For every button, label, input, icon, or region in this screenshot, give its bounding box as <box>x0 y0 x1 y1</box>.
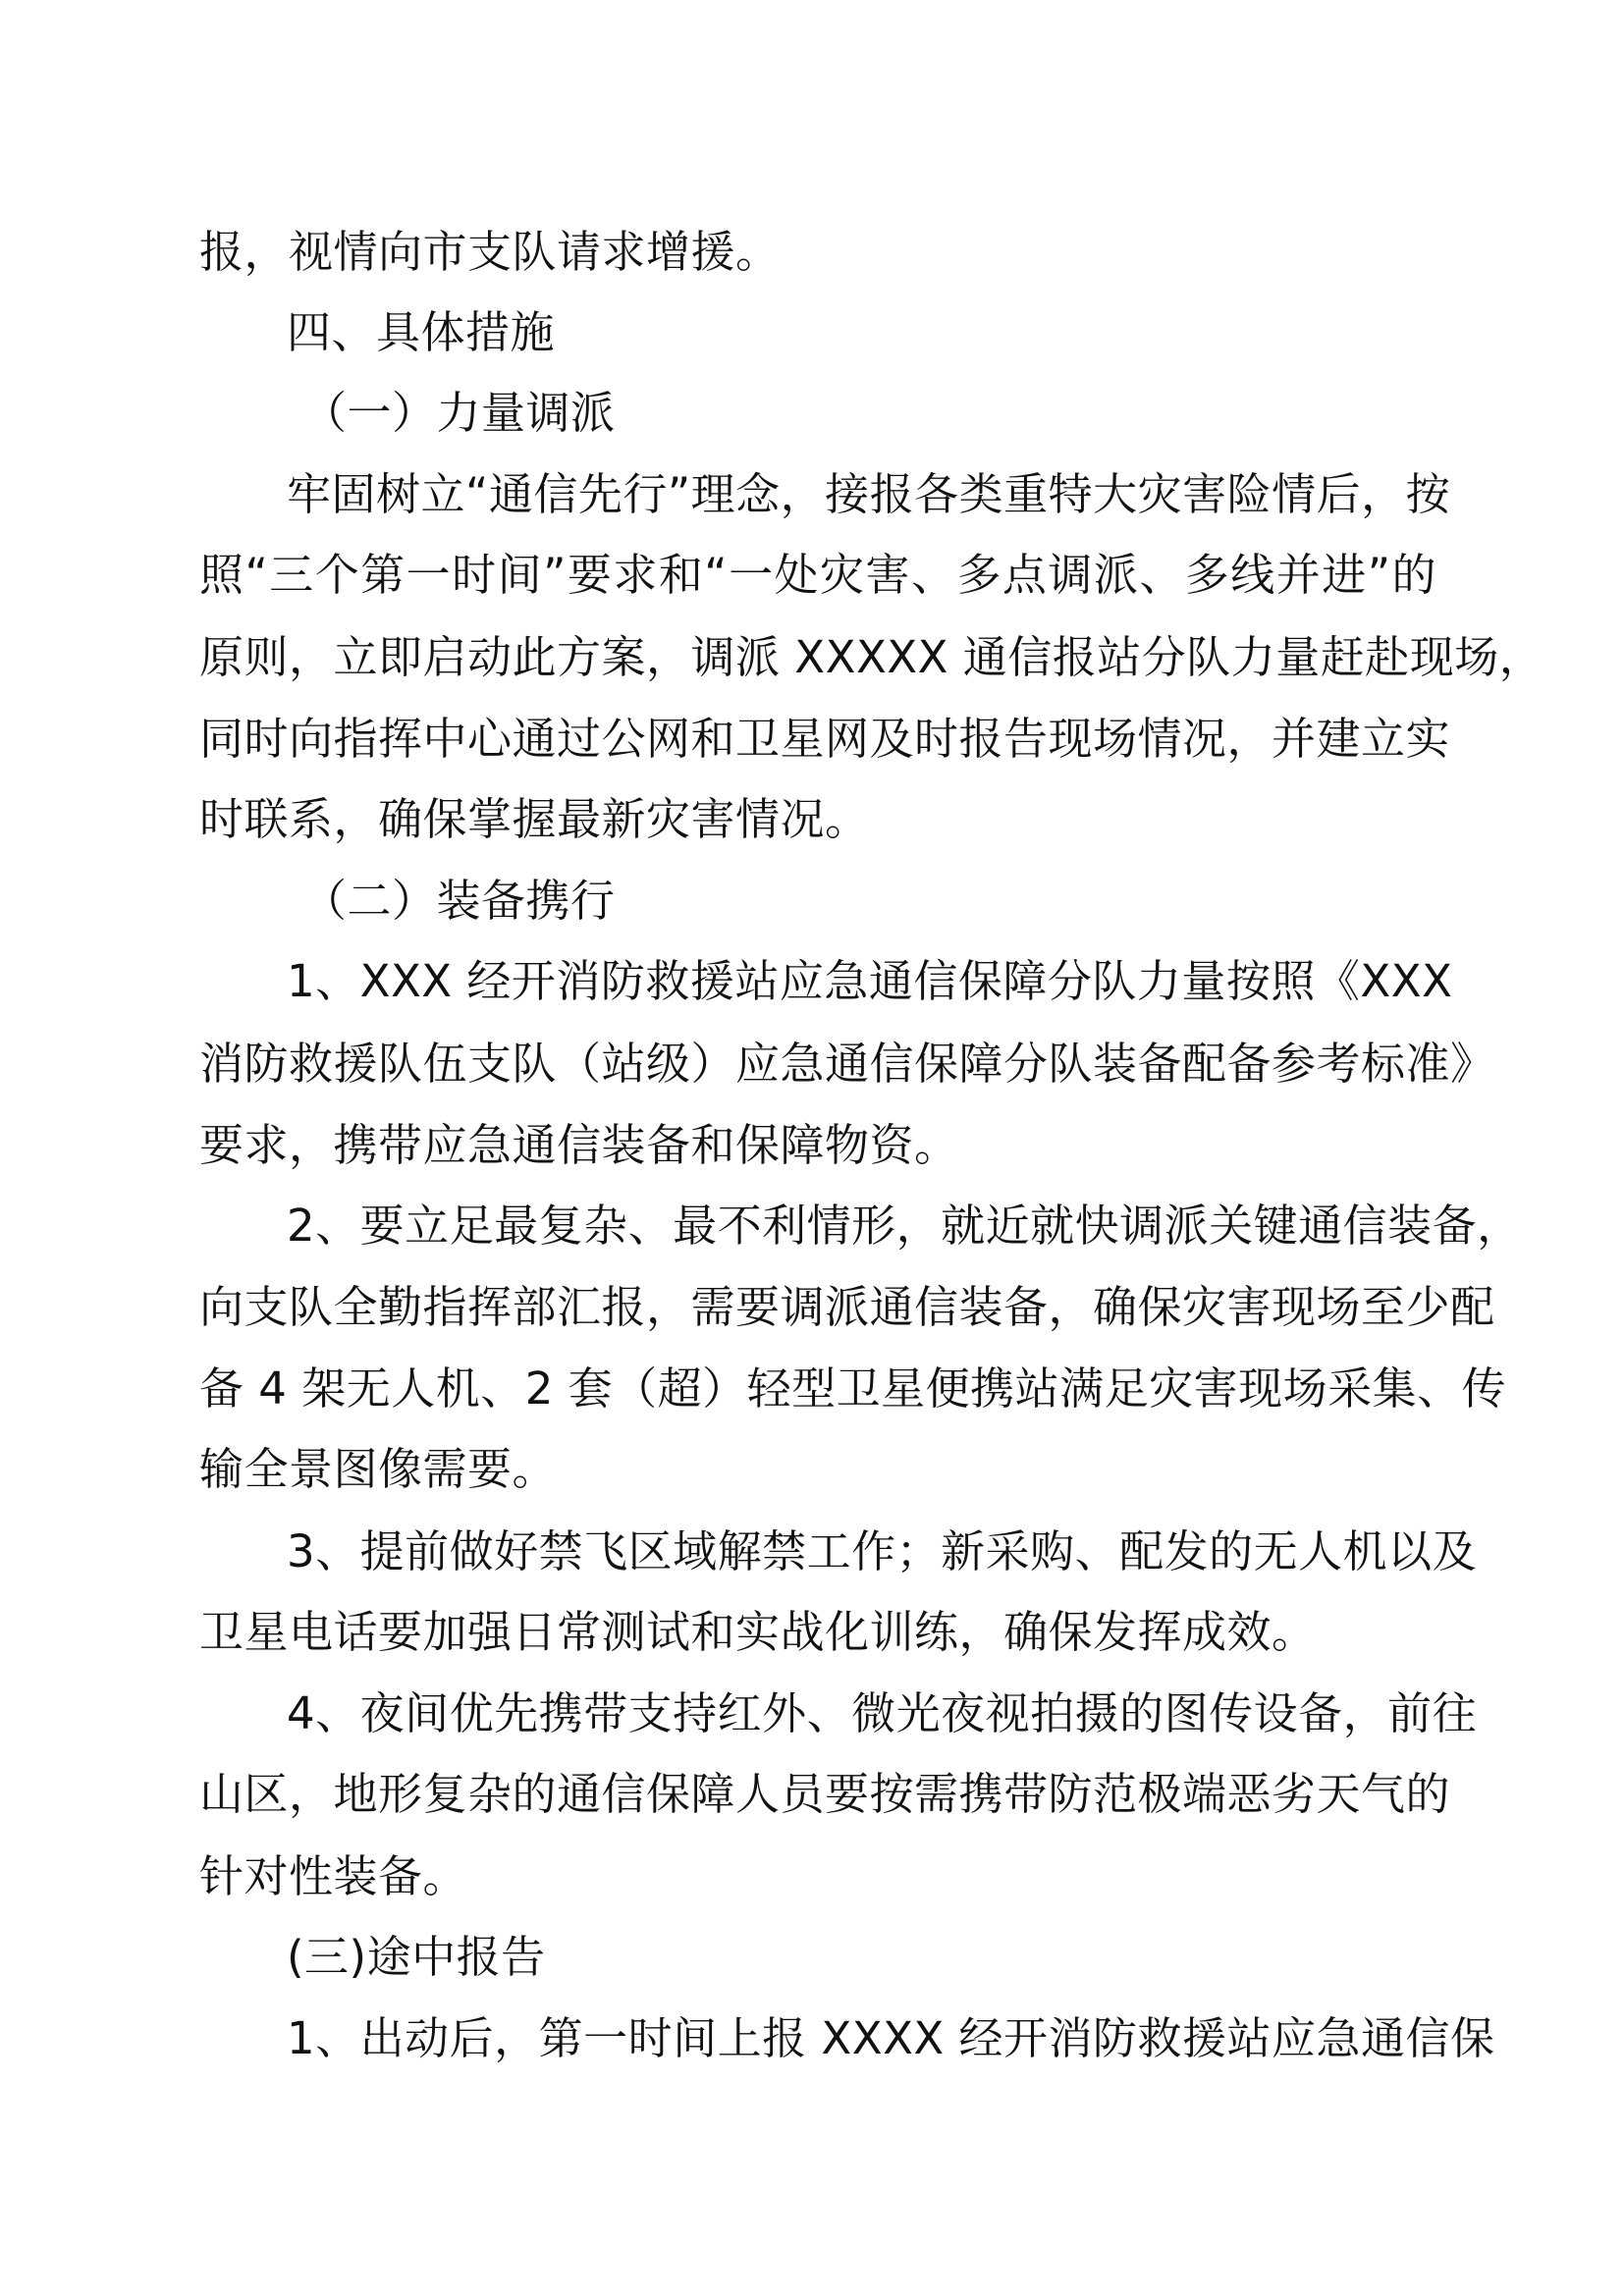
section-heading-4: 四、具体措施 <box>287 306 556 358</box>
paragraph-line-5: 照“三个第一时间”要求和“一处灾害、多点调派、多线并进”的 <box>199 549 1436 601</box>
paragraph-line-12: 要求，携带应急通信装备和保障物资。 <box>199 1119 959 1171</box>
paragraph-line-8: 时联系，确保掌握最新灾害情况。 <box>199 793 870 845</box>
paragraph-line-10: 1、XXX 经开消防救援站应急通信保障分队力量按照《XXX <box>287 955 1453 1007</box>
paragraph-line-7: 同时向指挥中心通过公网和卫星网及时报告现场情况，并建立实 <box>199 713 1451 765</box>
paragraph-line-13: 2、要立足最复杂、最不利情形，就近就快调派关键通信装备， <box>287 1200 1522 1252</box>
paragraph-line-15: 备 4 架无人机、2 套（超）轻型卫星便携站满足灾害现场采集、传 <box>199 1362 1507 1415</box>
paragraph-line-23: 1、出动后，第一时间上报 XXXX 经开消防救援站应急通信保 <box>287 2012 1495 2064</box>
paragraph-line-1: 报，视情向市支队请求增援。 <box>199 226 781 278</box>
paragraph-line-21: 针对性装备。 <box>199 1850 468 1902</box>
paragraph-line-6: 原则，立即启动此方案，调派 XXXXX 通信报站分队力量赶赴现场， <box>199 631 1544 683</box>
subheading-force-dispatch: （一）力量调派 <box>302 387 616 439</box>
subheading-equipment: （二）装备携行 <box>302 875 616 927</box>
paragraph-line-19: 4、夜间优先携带支持红外、微光夜视拍摄的图传设备，前往 <box>287 1687 1478 1739</box>
paragraph-line-16: 输全景图像需要。 <box>199 1443 558 1495</box>
paragraph-line-11: 消防救援队伍支队（站级）应急通信保障分队装备配备参考标准》 <box>199 1038 1495 1090</box>
paragraph-line-4: 牢固树立“通信先行”理念，接报各类重特大灾害险情后，按 <box>287 468 1451 520</box>
paragraph-line-17: 3、提前做好禁飞区域解禁工作；新采购、配发的无人机以及 <box>287 1525 1478 1577</box>
subheading-en-route-report: (三)途中报告 <box>287 1931 546 1983</box>
paragraph-line-20: 山区，地形复杂的通信保障人员要按需携带防范极端恶劣天气的 <box>199 1768 1451 1820</box>
paragraph-line-14: 向支队全勤指挥部汇报，需要调派通信装备，确保灾害现场至少配 <box>199 1281 1495 1333</box>
paragraph-line-18: 卫星电话要加强日常测试和实战化训练，确保发挥成效。 <box>199 1606 1317 1658</box>
